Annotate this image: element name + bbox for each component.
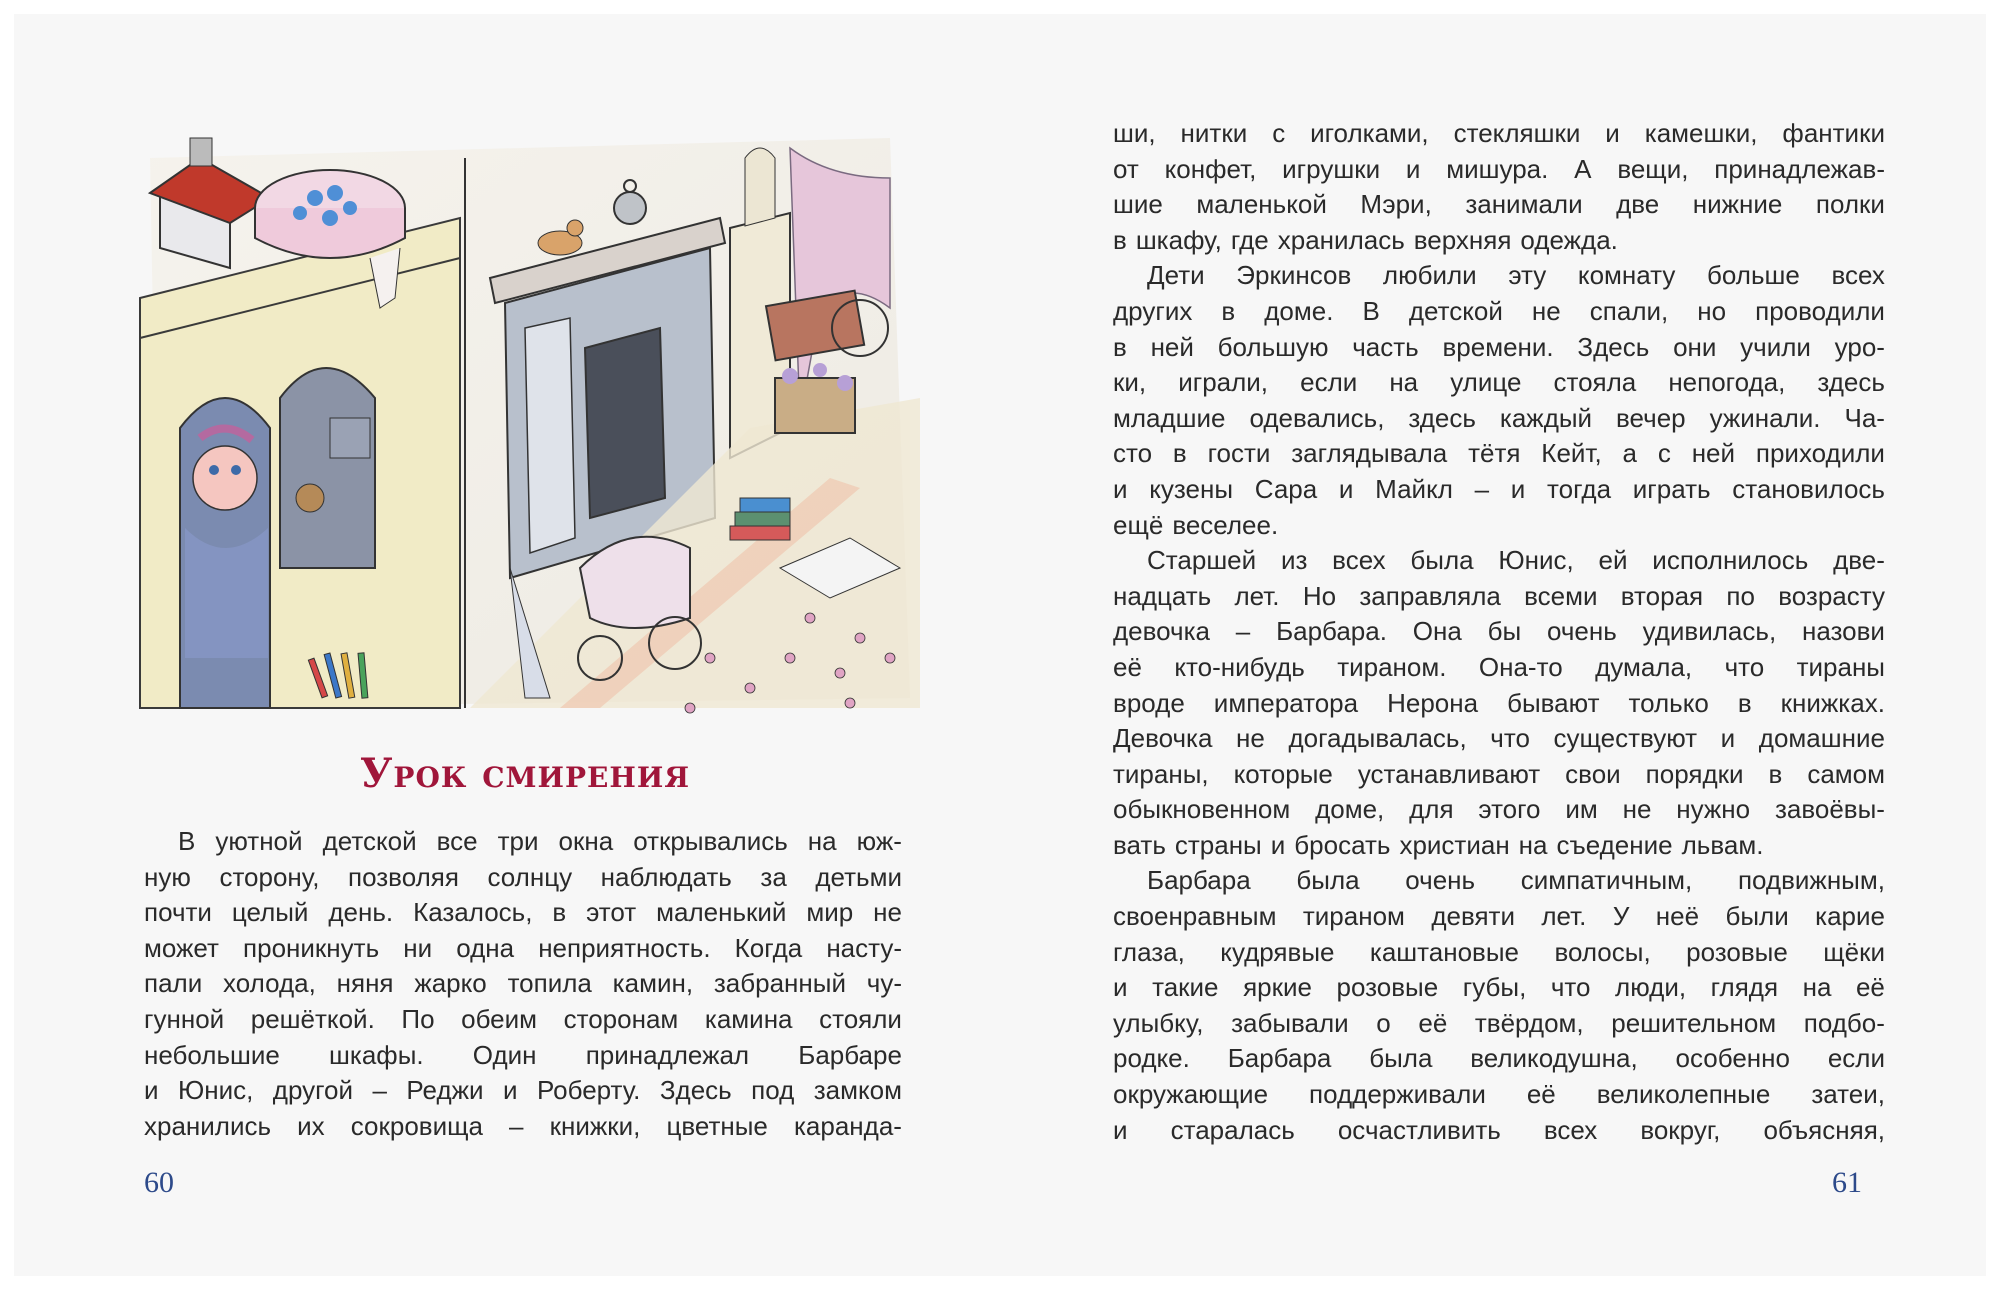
text-line: ки, играли, если на улице стояла непогода, здесь: [1113, 367, 1885, 398]
text-line: В уютной детской все три окна открывались на юж-: [178, 826, 902, 856]
text-line: хранились их сокровища – книжки, цветные каранда-: [144, 1110, 902, 1141]
text-line: ещё веселее.: [1113, 509, 1279, 540]
text-line: вать страны и бросать христиан на съедение львам.: [1113, 829, 1764, 860]
nursery-illustration: [130, 98, 920, 728]
text-line: Барбара была очень симпатичным, подвижным,: [1147, 865, 1885, 896]
text-line: шие маленькой Мэри, занимали две нижние полки: [1113, 189, 1885, 220]
text-line: почти целый день. Казалось, в этот маленький мир не: [144, 897, 902, 928]
text-line: небольшие шкафы. Один принадлежал Барбаре: [144, 1039, 902, 1070]
text-line: своенравным тираном девяти лет. У неё были карие: [1113, 901, 1885, 932]
text-line: в ней большую часть времени. Здесь они учили уро-: [1113, 331, 1885, 362]
right-page-body-text: [1113, 116, 1885, 1148]
left-page: [14, 14, 1000, 1276]
text-line: окружающие поддерживали её великолепные затеи,: [1113, 1079, 1885, 1110]
text-line: ную сторону, позволяя солнцу наблюдать за детьми: [144, 861, 902, 892]
book-spread: [14, 14, 1986, 1276]
text-line: и Юнис, другой – Реджи и Роберту. Здесь под замком: [144, 1075, 902, 1106]
text-line: ши, нитки с иголками, стекляшки и камешки, фантики: [1113, 118, 1885, 148]
text-line: и старалась осчастливить всех вокруг, объясняя,: [1113, 1114, 1885, 1145]
text-line: и такие яркие розовые губы, что люди, глядя на её: [1113, 972, 1885, 1003]
text-line: обыкновенном доме, для этого им не нужно завоёвы-: [1113, 794, 1885, 825]
text-line: и кузены Сара и Майкл – и тогда играть становилось: [1113, 473, 1885, 504]
text-line: родке. Барбара была великодушна, особенно если: [1113, 1043, 1885, 1074]
text-line: улыбку, забывали о её твёрдом, решительном подбо-: [1113, 1007, 1885, 1038]
text-line: девочка – Барбара. Она бы очень удивилась, назови: [1113, 616, 1885, 647]
text-line: младшие одевались, здесь каждый вечер ужинали. Ча-: [1113, 402, 1885, 433]
text-line: сто в гости заглядывала тётя Кейт, а с ней приходили: [1113, 438, 1885, 469]
text-line: от конфет, игрушки и мишура. А вещи, принадлежав-: [1113, 153, 1885, 184]
text-line: глаза, кудрявые каштановые волосы, розовые щёки: [1113, 936, 1885, 967]
text-line: может проникнуть ни одна неприятность. Когда насту-: [144, 932, 902, 963]
text-line: её кто-нибудь тираном. Она-то думала, что тираны: [1113, 651, 1885, 682]
text-line: пали холода, няня жарко топила камин, забранный чу-: [144, 968, 902, 999]
text-line: других в доме. В детской не спали, но проводили: [1113, 295, 1885, 326]
text-line: гунной решёткой. По обеим сторонам камина стояли: [144, 1003, 902, 1034]
page-number-right: 61: [1832, 1166, 1862, 1199]
text-line: надцать лет. Но заправляла всеми вторая по возрасту: [1113, 580, 1885, 611]
text-line: Дети Эркинсов любили эту комнату больше всех: [1147, 260, 1885, 291]
text-line: Девочка не догадывалась, что существуют и домашние: [1113, 723, 1885, 754]
chapter-title: Урок смирения: [359, 750, 691, 797]
text-line: тираны, которые устанавливают свои порядки в самом: [1113, 758, 1885, 789]
text-line: вроде императора Нерона бывают только в книжках.: [1113, 687, 1885, 718]
text-line: в шкафу, где хранилась верхняя одежда.: [1113, 224, 1618, 255]
text-line: Старшей из всех была Юнис, ей исполнилось две-: [1147, 545, 1885, 576]
right-page: [1000, 14, 1986, 1276]
left-page-body-text: [144, 824, 902, 1144]
page-number-left: 60: [144, 1166, 174, 1199]
